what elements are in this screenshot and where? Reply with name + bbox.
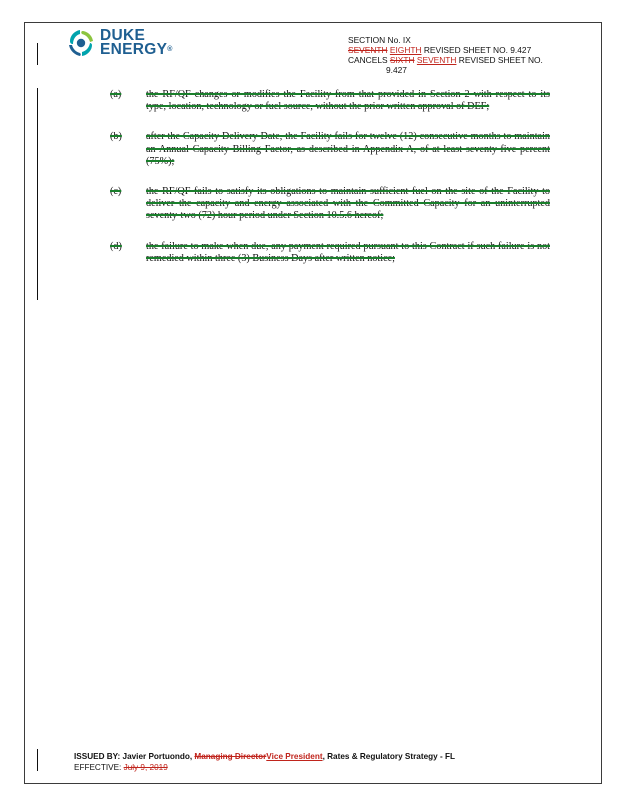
logo-word-duke: DUKE bbox=[100, 27, 146, 44]
cancels-rest: REVISED SHEET NO. bbox=[456, 55, 543, 65]
change-bar bbox=[37, 88, 38, 300]
effective-line bbox=[74, 763, 455, 774]
cancels-deleted: SIXTH bbox=[389, 55, 415, 65]
item-text: the RF/QF changes or modifies the Facility from that provided in Section 2 with respect to its type, location, technology or fuel source, without the prior written approval of DEF; bbox=[146, 89, 550, 113]
issued-by-prefix: ISSUED BY: Javier Portuondo, bbox=[74, 752, 195, 761]
revised-sheet-rest: REVISED SHEET NO. 9.427 bbox=[421, 45, 532, 55]
revised-sheet-line bbox=[348, 45, 588, 55]
item-text: the failure to make when due, any payment required pursuant to this Contract if such failure is not remedied within three (3) Business Days after written notice; bbox=[146, 240, 550, 264]
section-number: SECTION No. IX bbox=[348, 35, 411, 45]
list-item bbox=[110, 89, 550, 113]
duke-energy-flame-icon bbox=[66, 28, 96, 58]
change-bar bbox=[37, 43, 38, 65]
item-label: (c) bbox=[110, 186, 122, 198]
revision-inserted: EIGHTH bbox=[389, 45, 422, 55]
list-item bbox=[110, 186, 550, 223]
cancels-inserted: SEVENTH bbox=[416, 55, 457, 65]
issued-by-suffix: , Rates & Regulatory Strategy - FL bbox=[322, 752, 455, 761]
provision-list bbox=[110, 89, 550, 283]
item-label: (a) bbox=[110, 89, 122, 100]
item-text: the RF/QF fails to satisfy its obligations to maintain sufficient fuel on the site of the Facility to deliver the capacity and energy associated with the Committed Capacity for an uninterrupted seventy-two (72) hour period under Section 10.5.6 hereof; bbox=[146, 186, 550, 222]
revision-deleted: SEVENTH bbox=[348, 45, 388, 55]
cancels-prefix: CANCELS bbox=[348, 55, 390, 65]
list-item bbox=[110, 241, 550, 265]
registered-mark: ® bbox=[167, 46, 173, 53]
issued-by-line bbox=[74, 752, 455, 763]
item-text: after the Capacity Delivery Date, the Facility fails for twelve (12) consecutive months to maintain an Annual Capacity Billing Factor, as described in Appendix A, of at least seventy-five percent (75%); bbox=[146, 131, 550, 167]
item-label: (b) bbox=[110, 131, 122, 143]
issuance-footer bbox=[74, 752, 455, 773]
cancels-line bbox=[348, 55, 588, 65]
duke-energy-logo bbox=[66, 28, 173, 58]
effective-date-deleted: July 9, 2019 bbox=[123, 762, 168, 772]
item-label: (d) bbox=[110, 240, 122, 252]
cancels-sheet-number: 9.427 bbox=[386, 65, 407, 75]
effective-label: EFFECTIVE: bbox=[74, 762, 124, 772]
issuer-title-deleted: Managing Director bbox=[194, 752, 267, 761]
change-bar bbox=[37, 749, 38, 771]
issuer-title-inserted: Vice President bbox=[266, 752, 323, 761]
logo-word-energy: ENERGY bbox=[100, 41, 168, 58]
list-item bbox=[110, 131, 550, 168]
sheet-header bbox=[348, 35, 588, 75]
